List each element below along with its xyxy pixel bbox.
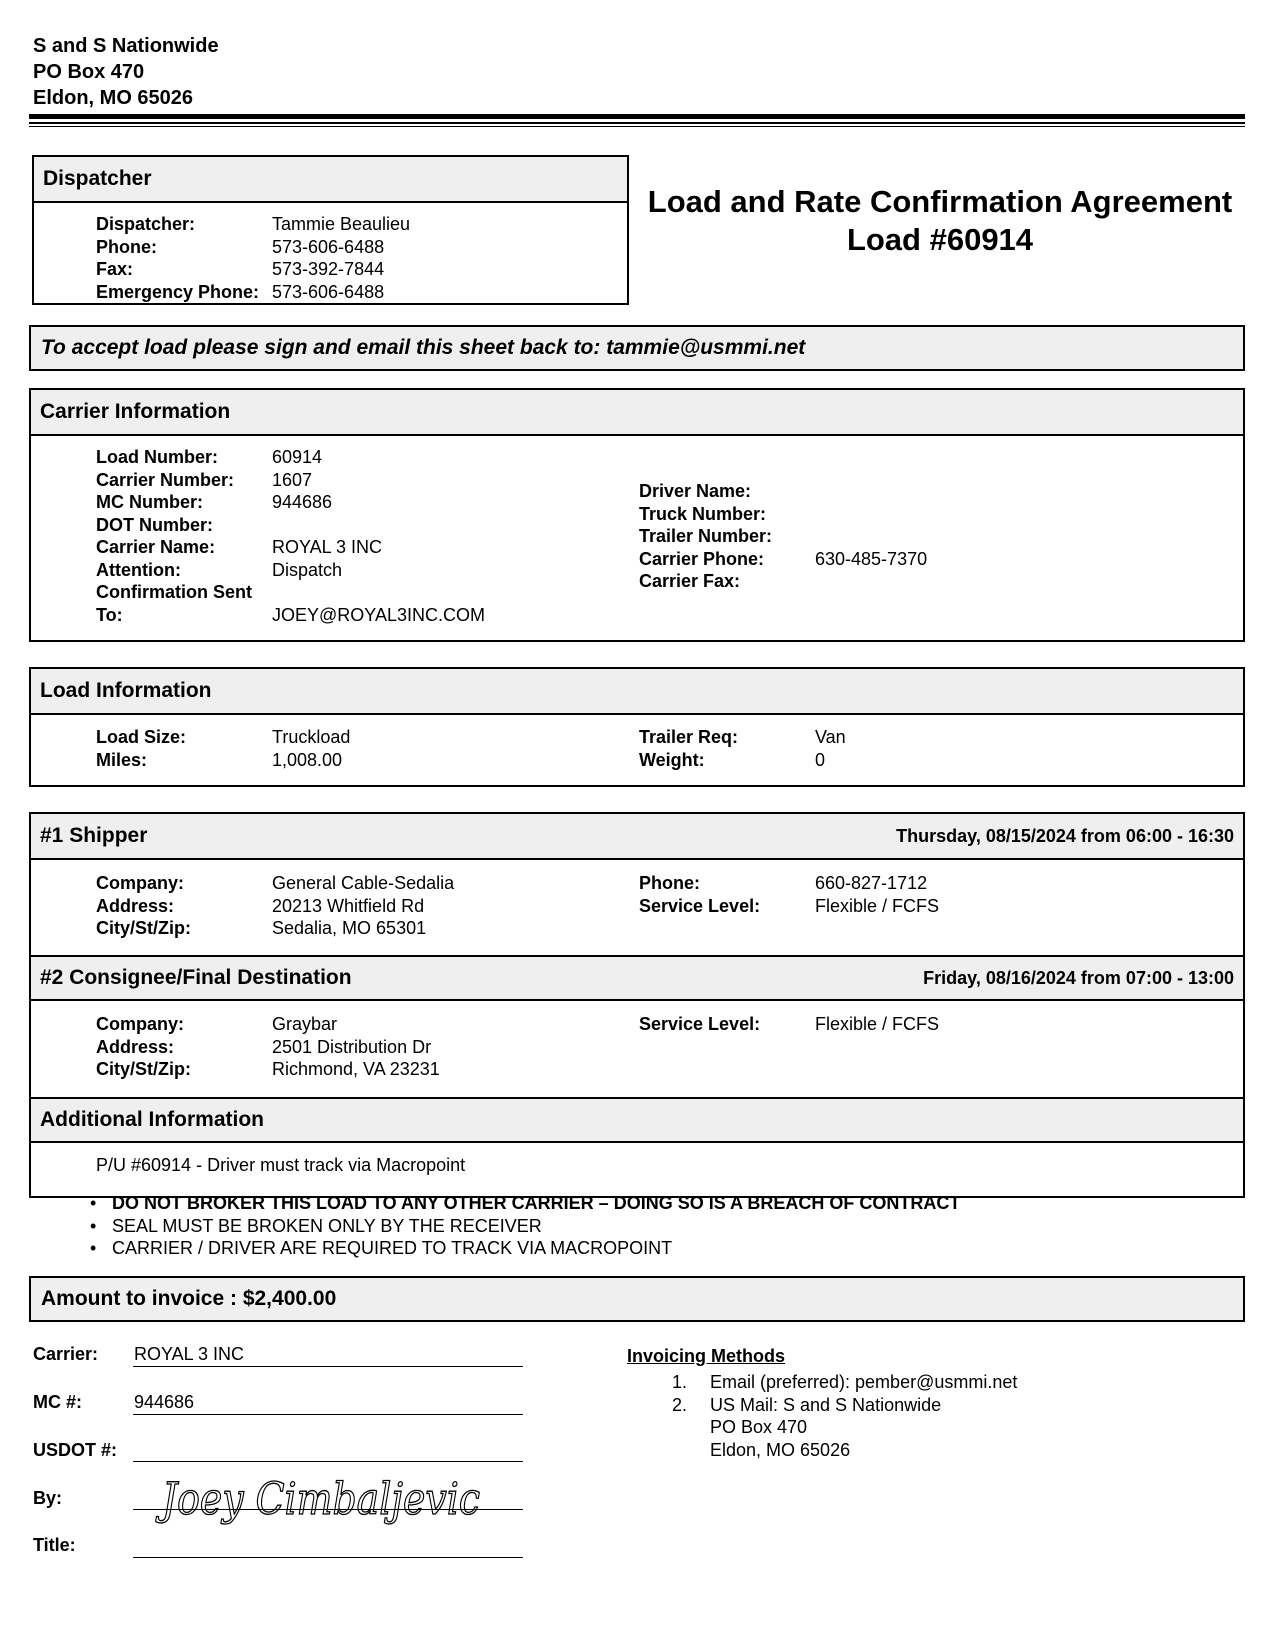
shipper-title: #1 Shipper [40,824,148,847]
signature-text: Joey Cimbaljevic [155,1474,480,1525]
consignee-left [96,1013,440,1081]
carrier-info-left [96,446,485,626]
bullet-icon: • [90,1215,97,1236]
title-line2: Load #60914 [846,222,1034,257]
field-value: Sedalia, MO 65301 [272,918,427,938]
field-label: Dispatcher: [96,214,196,234]
field-label: Load Number: [96,447,219,467]
carrier-row [96,536,485,559]
field-label: Confirmation Sent [96,582,252,602]
additional-info-text: P/U #60914 - Driver must track via Macropoint [96,1155,466,1175]
document-title [640,183,1240,259]
signature-image [155,1468,488,1540]
field-label: Emergency Phone: [96,281,260,302]
field-label: Address: [96,1036,175,1057]
field-label: Service Level: [639,895,761,916]
field-label: Load Size: [96,727,187,747]
shipper-date: Thursday, 08/15/2024 from 06:00 - 16:30 [896,826,1234,846]
amount-to-invoice: Amount to invoice : $2,400.00 [29,1276,1245,1322]
carrier-info-header: Carrier Information [31,390,1243,436]
note-text: CARRIER / DRIVER ARE REQUIRED TO TRACK VIA MACROPOINT [112,1238,673,1258]
accept-notice: To accept load please sign and email this sheet back to: tammie@usmmi.net [29,325,1245,371]
field-label: Carrier Phone: [639,548,765,569]
carrier-value: ROYAL 3 INC [134,1344,245,1364]
dispatcher-header: Dispatcher [34,157,627,203]
bullet-icon: • [90,1193,97,1213]
invoicing-item [672,1371,1017,1394]
consignee-row [639,1013,939,1036]
field-value: 573-606-6488 [272,236,385,257]
dispatcher-box [32,155,629,305]
field-value: 60914 [272,447,323,467]
dispatcher-row [96,258,410,281]
invoicing-item [672,1394,1017,1462]
carrier-label: Carrier: [33,1344,99,1364]
carrier-info-right [639,480,927,593]
by-line [133,1509,523,1510]
item-number: 2. [672,1394,688,1415]
carrier-row [96,469,485,492]
field-value: 630-485-7370 [815,548,928,569]
field-label: Attention: [96,559,181,580]
consignee-title: #2 Consignee/Final Destination [40,966,352,989]
carrier-info-box [29,388,1245,642]
field-value: 2501 Distribution Dr [272,1036,432,1057]
field-label: Trailer Req: [639,727,739,747]
by-label: By: [33,1488,63,1508]
load-info-box [29,667,1245,787]
field-label: City/St/Zip: [96,1059,191,1079]
header-rule-thin [29,126,1245,127]
field-label: Phone: [96,236,157,257]
field-value: 0 [815,749,826,770]
field-value: Flexible / FCFS [815,1014,940,1034]
dispatcher-row [96,236,410,259]
mc-value: 944686 [134,1392,195,1412]
field-value: Graybar [272,1014,338,1034]
shipper-row [96,895,454,918]
usdot-label: USDOT #: [33,1440,118,1460]
load-info-right [639,726,846,771]
carrier-row [639,503,927,526]
title-line1: Load and Rate Confirmation Agreement [647,184,1233,219]
field-label: Weight: [639,749,705,770]
load-info-header: Load Information [31,669,1243,715]
invoicing-methods-list [672,1371,1017,1461]
carrier-row [639,525,927,548]
field-label: Company: [96,873,185,893]
mc-line [133,1414,523,1415]
title-label: Title: [33,1535,76,1555]
carrier-row [96,604,485,627]
item-line: US Mail: S and S Nationwide [710,1394,942,1415]
dispatcher-row [96,281,410,304]
carrier-row [96,559,485,582]
company-name: S and S Nationwide [33,35,219,57]
mc-label: MC #: [33,1392,82,1412]
dispatcher-fields [96,213,410,303]
note-item [90,1215,960,1238]
note-text: SEAL MUST BE BROKEN ONLY BY THE RECEIVER [112,1215,542,1236]
usdot-line [133,1461,523,1462]
field-label: Phone: [639,873,700,893]
load-info-left [96,726,350,771]
carrier-row [639,548,927,571]
consignee-right [639,1013,939,1036]
note-text: DO NOT BROKER THIS LOAD TO ANY OTHER CARRIER – DOING SO IS A BREACH OF CONTRACT [112,1193,961,1213]
load-row [96,749,350,772]
title-line [133,1557,523,1558]
carrier-row [639,480,927,503]
shipper-left [96,872,454,940]
shipper-header [31,814,1243,860]
shipper-row [96,872,454,895]
note-item [90,1192,960,1215]
field-value: 660-827-1712 [815,873,928,893]
field-label: MC Number: [96,492,203,512]
field-label: Trailer Number: [639,526,773,546]
load-notes [90,1192,960,1260]
carrier-row [96,581,485,604]
field-label: Driver Name: [639,481,752,501]
consignee-row [96,1036,440,1059]
field-value: ROYAL 3 INC [272,537,383,557]
shipper-row [639,895,939,918]
field-label: Service Level: [639,1014,761,1034]
field-label: Fax: [96,259,134,279]
field-value: Van [815,727,846,747]
field-label: Truck Number: [639,503,767,524]
field-label: City/St/Zip: [96,918,191,938]
field-value: 573-392-7844 [272,259,385,279]
field-label: Carrier Name: [96,537,216,557]
load-row [96,726,350,749]
shipper-right [639,872,939,917]
load-row [639,726,846,749]
company-address-line2: Eldon, MO 65026 [33,87,194,109]
bullet-icon: • [90,1238,97,1258]
load-row [639,749,846,772]
field-value: Truckload [272,727,351,747]
field-value: Flexible / FCFS [815,895,940,916]
field-label: Miles: [96,749,148,770]
field-value: JOEY@ROYAL3INC.COM [272,604,485,625]
note-item [90,1237,960,1260]
field-value: 1,008.00 [272,749,343,770]
field-label: To: [96,604,123,625]
field-label: Carrier Fax: [639,571,741,591]
shipper-row [639,872,939,895]
item-line: Email (preferred): pember@usmmi.net [710,1372,1018,1392]
field-value: Richmond, VA 23231 [272,1059,440,1079]
field-value: 20213 Whitfield Rd [272,895,425,916]
stops-box [29,812,1245,1198]
consignee-row [96,1058,440,1081]
field-label: Company: [96,1014,185,1034]
field-value: Tammie Beaulieu [272,214,411,234]
header-rule-thick [29,114,1245,119]
carrier-row [96,514,485,537]
field-value: 573-606-6488 [272,281,385,302]
carrier-line [133,1366,523,1367]
dispatcher-row [96,213,410,236]
field-value: 1607 [272,469,313,490]
field-label: Carrier Number: [96,469,235,490]
consignee-row [96,1013,440,1036]
company-address-line1: PO Box 470 [33,61,145,83]
item-line: PO Box 470 [710,1417,808,1437]
carrier-row [96,491,485,514]
item-number: 1. [672,1372,688,1392]
carrier-row [639,570,927,593]
item-line: Eldon, MO 65026 [710,1439,851,1460]
header-rule-medium [29,122,1245,124]
field-value: General Cable-Sedalia [272,873,455,893]
company-address-block [33,33,219,111]
field-value: 944686 [272,492,333,512]
consignee-header [31,955,1243,1001]
field-label: Address: [96,895,175,916]
field-value: Dispatch [272,559,343,580]
field-label: DOT Number: [96,514,213,535]
consignee-date: Friday, 08/16/2024 from 07:00 - 13:00 [923,968,1234,988]
invoicing-methods-header: Invoicing Methods [627,1346,786,1366]
additional-info-header: Additional Information [31,1097,1243,1143]
carrier-row [96,446,485,469]
shipper-row [96,917,454,940]
